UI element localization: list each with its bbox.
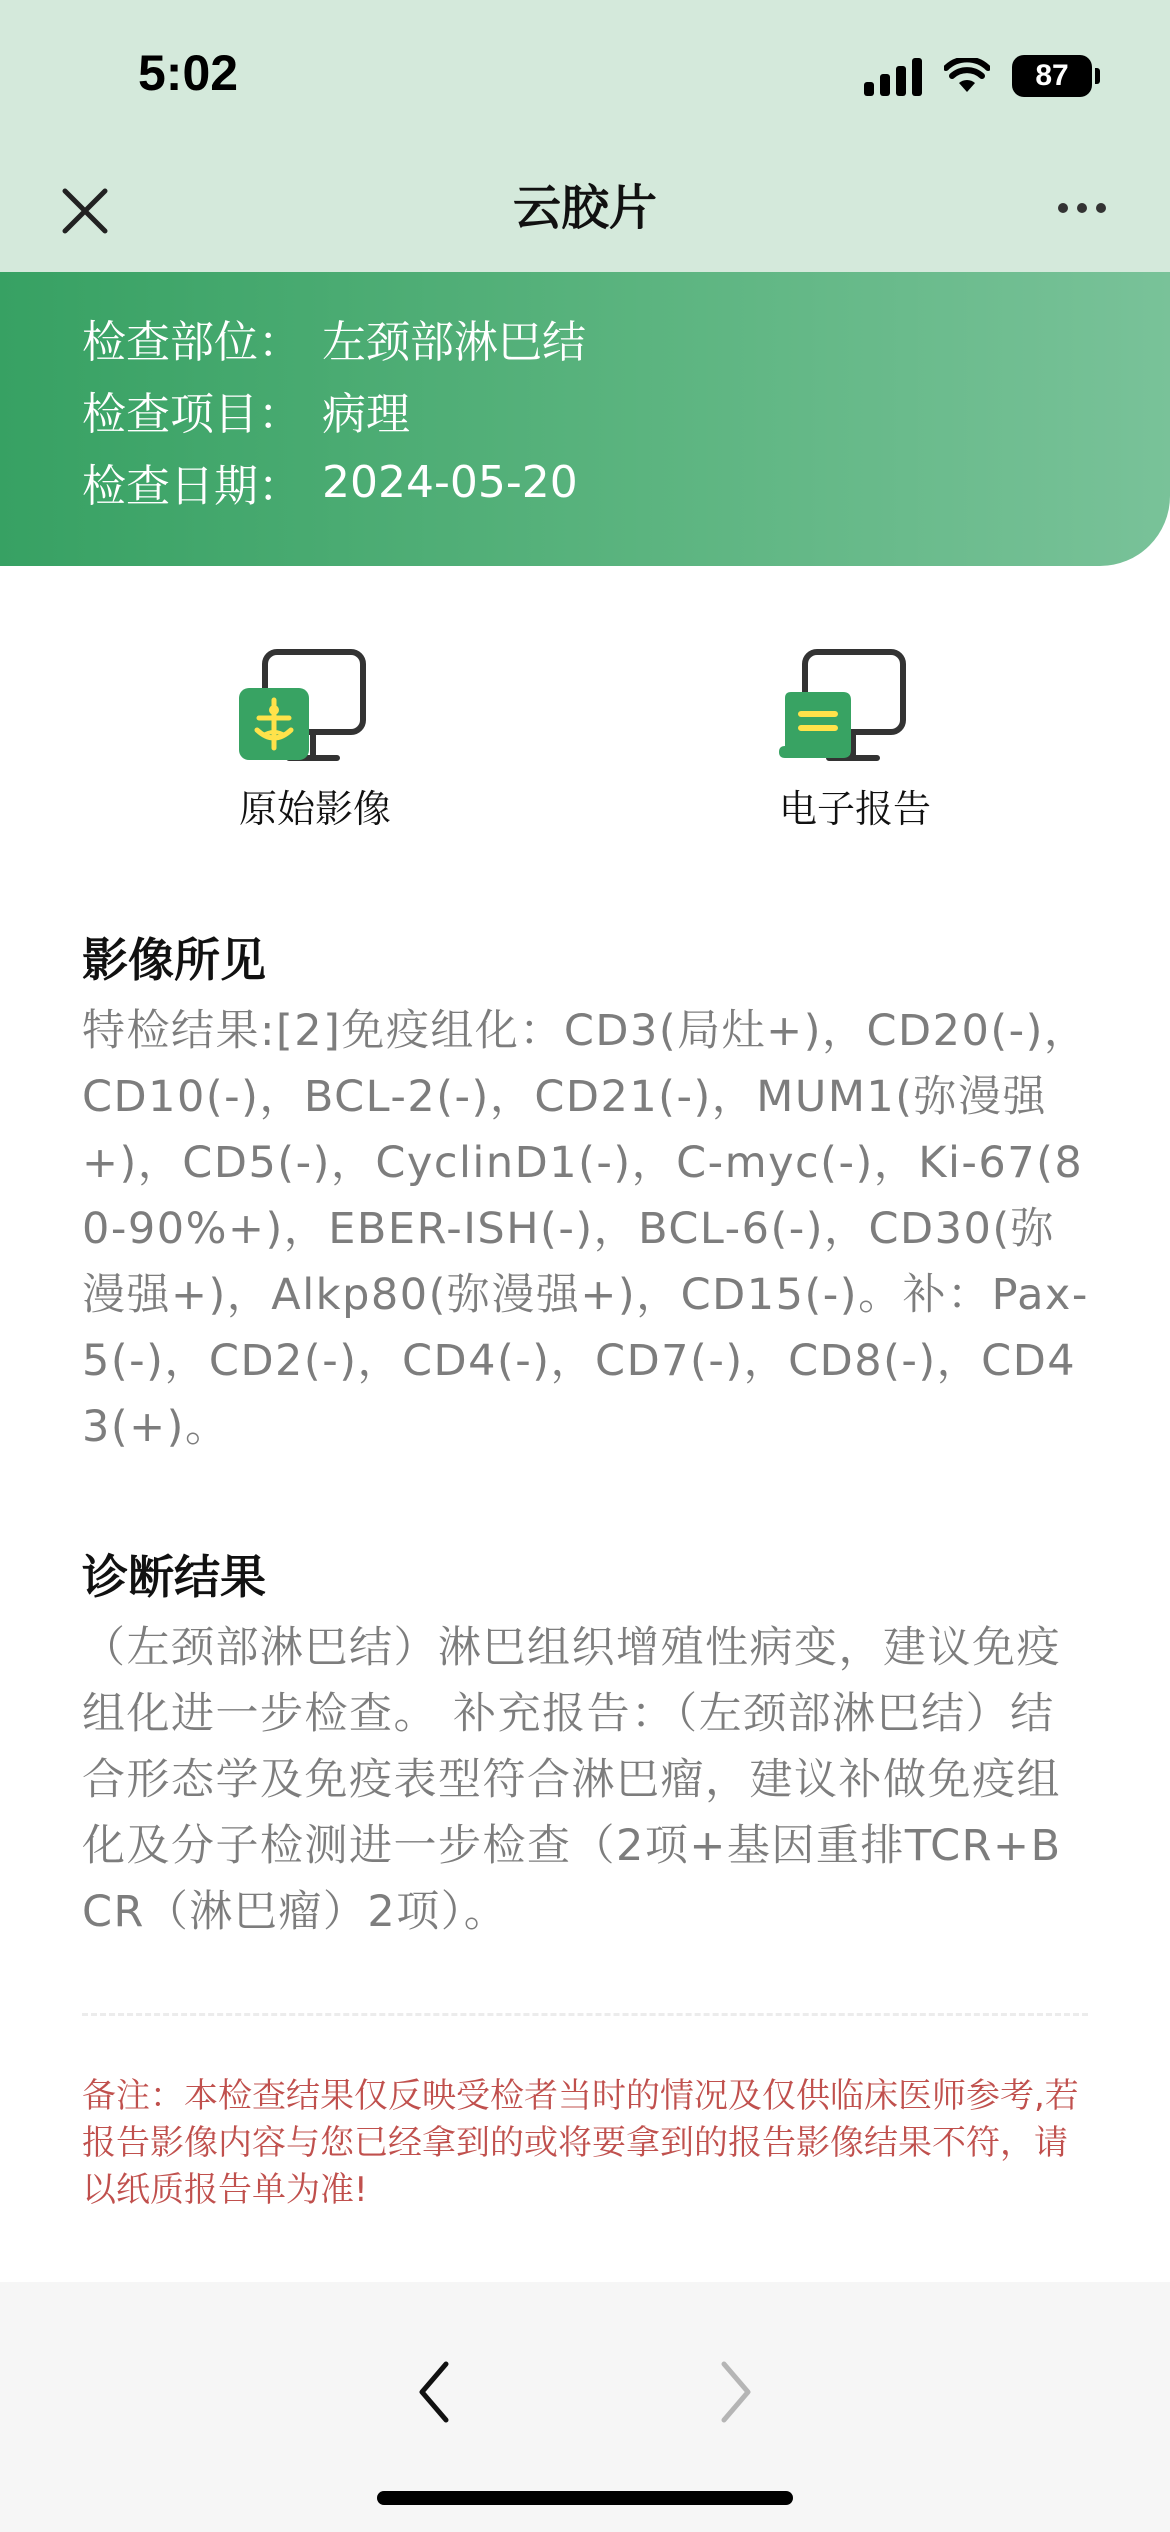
e-report-monitor-icon <box>777 648 917 766</box>
findings-title: 影像所见 <box>82 933 266 987</box>
original-image-button[interactable] <box>195 648 435 838</box>
findings-text: 特检结果:[2]免疫组化：CD3(局灶+)，CD20(-)，CD10(-)，BCL-2(-)，CD21(-)，MUM1(弥漫强+)，CD5(-)，CyclinD1(-)，C-myc(-)，Ki-67(80-90%+)，EBER-ISH(-)，BCL-6(-)，CD30(弥漫强+)，Alkp80(弥漫强+)，CD15(-)。补：Pax-5(-)，CD2(-)，CD4(-)，CD7(-)，CD8(-)，CD43(+)。 <box>82 1006 1089 1452</box>
exam-row-site <box>82 302 1170 374</box>
remark-text: 备注：本检查结果仅反映受检者当时的情况及仅供临床医师参考,若报告影像内容与您已经拿到的或将要拿到的报告影像结果不符，请以纸质报告单为准! <box>82 2076 1079 2210</box>
back-button[interactable] <box>400 2352 470 2432</box>
forward-button[interactable] <box>700 2352 770 2432</box>
exam-date-label: 检查日期： <box>82 461 302 512</box>
exam-info-card <box>0 272 1170 566</box>
page-title: 云胶片 <box>512 180 657 236</box>
diagnosis-title: 诊断结果 <box>82 1550 266 1604</box>
more-button[interactable] <box>1042 176 1122 240</box>
entry-buttons <box>0 648 1170 838</box>
exam-site-label: 检查部位： <box>82 317 302 368</box>
battery-icon <box>1012 55 1092 97</box>
diagnosis-text: （左颈部淋巴结）淋巴组织增殖性病变，建议免疫组化进一步检查。 补充报告：（左颈部淋巴结）结合形态学及免疫表型符合淋巴瘤，建议补做免疫组化及分子检测进一步检查（2项+基因重排TCR+BCR（淋巴瘤）2项）。 <box>82 1623 1062 1937</box>
divider <box>82 2013 1088 2016</box>
more-icon-dot <box>1077 203 1087 213</box>
exam-date-value: 2024-05-20 <box>322 456 578 508</box>
wifi-icon <box>944 58 990 94</box>
chevron-right-icon <box>700 2352 770 2432</box>
exam-item-label: 检查项目： <box>82 389 302 440</box>
e-report-label: 电子报告 <box>778 787 931 831</box>
exam-row-date <box>82 446 1170 518</box>
exam-item-value: 病理 <box>322 389 410 440</box>
more-icon <box>1058 203 1068 213</box>
status-time: 5:02 <box>138 45 239 101</box>
exam-site-value: 左颈部淋巴结 <box>322 317 586 368</box>
e-report-button[interactable] <box>735 648 975 838</box>
more-icon-dot <box>1096 203 1106 213</box>
status-icons <box>864 52 1092 100</box>
home-indicator <box>377 2491 793 2505</box>
findings-section <box>82 928 1092 1460</box>
top-bar <box>0 0 1170 272</box>
cellular-signal-icon <box>864 56 922 96</box>
battery-level: 87 <box>1035 59 1069 92</box>
chevron-left-icon <box>400 2352 470 2432</box>
diagnosis-section <box>82 1545 1092 1945</box>
original-image-label: 原始影像 <box>238 787 391 831</box>
original-image-monitor-icon <box>237 648 377 766</box>
exam-row-item <box>82 374 1170 446</box>
